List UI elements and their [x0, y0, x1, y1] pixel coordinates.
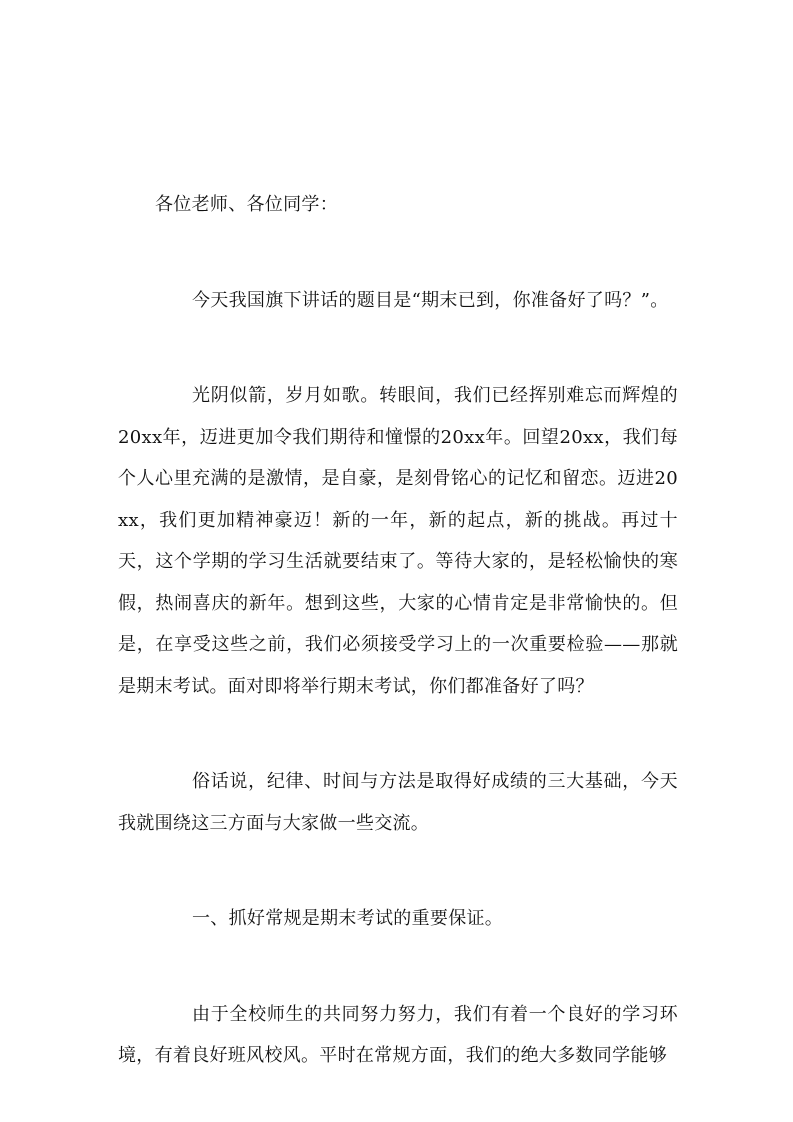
paragraph-routine: 由于全校师生的共同努力努力，我们有着一个良好的学习环境，有着良好班风校风。平时在常规方面，我们的绝大多数同学能够: [118, 1003, 678, 1066]
paragraph-intro: 光阴似箭，岁月如歌。转眼间，我们已经挥别难忘而辉煌的20xx年，迈进更加令我们期待和憧憬的20xx年。回望20xx，我们每个人心里充满的是激情，是自豪，是刻骨铭心的记忆和留恋。迈进20xx，我们更加精神豪迈！新的一年，新的起点，新的挑战。再过十天，这个学期的学习生活就要结束了。等待大家的，是轻松愉快的寒假，热闹喜庆的新年。想到这些，大家的心情肯定是非常愉快的。但是，在享受这些之前，我们必须接受学习上的一次重要检验——那就是期末考试。面对即将举行期末考试，你们都准备好了吗？: [118, 385, 678, 697]
section-heading-1: 一、抓好常规是期末考试的重要保证。: [192, 908, 504, 929]
document-body: [118, 184, 678, 1077]
paragraph-foundations: 俗话说，纪律、时间与方法是取得好成绩的三大基础，今天我就围绕这三方面与大家做一些交流。: [118, 771, 678, 834]
salutation: 各位老师、各位同学：: [155, 194, 338, 215]
paragraph-topic: 今天我国旗下讲话的题目是“期末已到，你准备好了吗？”。: [192, 289, 669, 311]
